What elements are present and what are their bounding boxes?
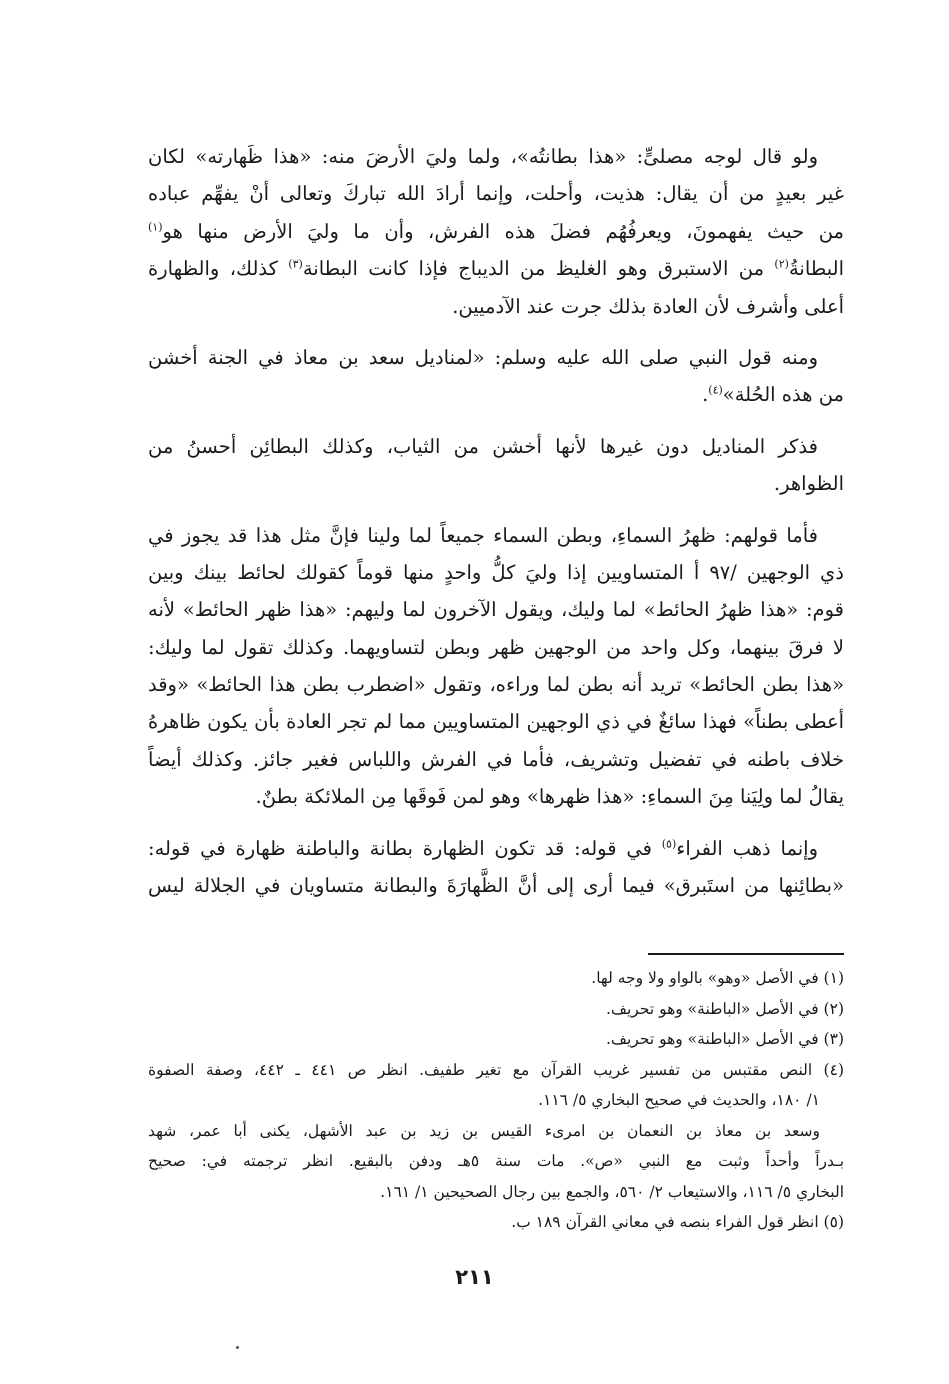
- text-line: «بطائِنها من استَبرق» فيما أرى إلى أنَّ الظَّهارَةَ والبطانة متساويان في الجلالة ليس: [148, 874, 844, 898]
- footnote-4-continued: بـدراً وأحداً وثبت مع النبي «ص». مات سنة ٥هـ ودفن بالبقيع. انظر ترجمته في: صحيح: [148, 1152, 844, 1170]
- text-line: فأما قولهم: ظهرُ السماءِ، وبطن السماء جميعاً لما ولينا فإنَّ مثل هذا قد يجوز في: [148, 523, 818, 547]
- footnote-4-continued: ١/ ١٨٠، والحديث في صحيح البخاري ٥/ ١١٦.: [538, 1091, 820, 1109]
- text-line: قوم: «هذا ظهرُ الحائط» لما وليك، ويقول الآخرون لما وليهم: «هذا ظهر الحائط» لأنه: [148, 598, 844, 622]
- text-run: من الاستبرق وهو الغليظ من الديباج فإذا كانت البطانة: [302, 257, 775, 281]
- footnote-4-continued: البخاري ٥/ ١١٦، والاستيعاب ٢/ ٥٦٠، والجمع بين رجال الصحيحين ١/ ١٦١.: [380, 1182, 844, 1201]
- text-run: .: [702, 383, 709, 407]
- footnote-1: (١) في الأصل «وهو» بالواو ولا وجه لها.: [591, 969, 844, 987]
- paragraph: [148, 138, 844, 325]
- text-line: خلاف باطنه في تفضيل وتشريف، فأما في الفرش واللباس فغير جائز. وكذلك أيضاً: [148, 747, 844, 771]
- footnote-4: (٤) النص مقتبس من تفسير غريب القرآن مع تغير طفيف. انظر ص ٤٤١ ـ ٤٤٢، وصفة الصفوة: [148, 1060, 844, 1079]
- text-line: لا فرقَ بينهما، وكل واحد من الوجهين ظهر وبطن لتساويهما. وكذلك تقول لما وليك:: [148, 635, 844, 659]
- footnote-marker[interactable]: (١): [148, 220, 163, 234]
- text-line: ولو قال لوجه مصلىٍّ: «هذا بطانتُه»، ولما وليَ الأرضَ منه: «هذا ظَهارته» لكان: [148, 145, 818, 168]
- text-run: في قوله: قد تكون الظهارة بطانة والباطنة ظهارة في قوله:: [148, 836, 662, 860]
- text-line: [148, 250, 844, 287]
- text-run: من حيث يفهمونَ، ويعرفُهُم فضلَ هذه الفرش، وأن ما وليَ الأرض منها هو: [162, 219, 844, 243]
- footnote-4-continued: وسعد بن معاذ بن النعمان بن امرىء القيس بن زيد بن عبد الأشهل، يكنى أبا عمر، شهد: [148, 1121, 820, 1140]
- paragraph: [148, 830, 844, 905]
- footnote-separator: [648, 953, 844, 955]
- paragraph: [148, 339, 844, 414]
- footnote-5: (٥) انظر قول الفراء بنصه في معاني القرآن ١٨٩ ب.: [511, 1213, 844, 1231]
- footnote-marker[interactable]: (٣): [288, 257, 303, 271]
- footnote-3: (٣) في الأصل «الباطنة» وهو تحريف.: [606, 1030, 844, 1048]
- text-line: ومنه قول النبي صلى الله عليه وسلم: «لمناديل سعد بن معاذ في الجنة أخشن: [148, 345, 818, 369]
- text-line: «هذا بطن الحائط» تريد أنه بطن لما وراءه، وتقول «اضطرب بطن هذا الحائط» «وقد: [148, 673, 844, 697]
- text-line: [148, 830, 844, 867]
- text-line: غير بعيدٍ من أن يقال: هذيت، وأحلت، وإنما أرادَ الله تباركَ وتعالى أنْ يفهِّم عباده: [148, 182, 844, 206]
- text-line: ذي الوجهين /٩٧ أ المتساويين إذا وليَ كلُّ واحدٍ منها قوماً كقولك لحائط بينك وبين: [148, 560, 844, 584]
- page-number: ٢١١: [455, 1265, 494, 1289]
- text-run: من هذه الحُلة»: [722, 383, 844, 407]
- main-text: [148, 138, 844, 918]
- scan-speck: [236, 1346, 239, 1349]
- text-line: الظواهر.: [773, 472, 844, 496]
- footnote-marker[interactable]: (٢): [774, 257, 789, 271]
- text-line: أعلى وأشرف لأن العادة بذلك جرت عند الآدميين.: [452, 294, 844, 318]
- text-run: وإنما ذهب الفراء: [676, 836, 818, 860]
- text-line: أعطى بطناً» فهذا سائغٌ في ذي الوجهين المتساويين مما لم تجر العادة بأن يكون ظاهرهُ: [148, 710, 844, 734]
- paragraph: [148, 428, 844, 503]
- footnotes: [148, 963, 844, 1238]
- footnote-marker[interactable]: (٥): [661, 837, 677, 851]
- footnote-2: (٢) في الأصل «الباطنة» وهو تحريف.: [606, 999, 844, 1018]
- text-run: كذلك، والظهارة: [148, 257, 289, 281]
- text-line: فذكر المناديل دون غيرها لأنها أخشن من الثياب، وكذلك البطائِن أحسنُ من: [148, 434, 818, 458]
- text-run: البطانةُ: [788, 257, 844, 281]
- text-line: [148, 213, 844, 250]
- text-line: يقالُ لما ولِيَنا مِنَ السماءِ: «هذا ظهرها» وهو لمن فَوقَها مِن الملائكة بطنٌ.: [255, 785, 844, 809]
- footnote-marker[interactable]: (٤): [708, 383, 723, 397]
- text-line: [148, 376, 844, 413]
- paragraph: [148, 517, 844, 816]
